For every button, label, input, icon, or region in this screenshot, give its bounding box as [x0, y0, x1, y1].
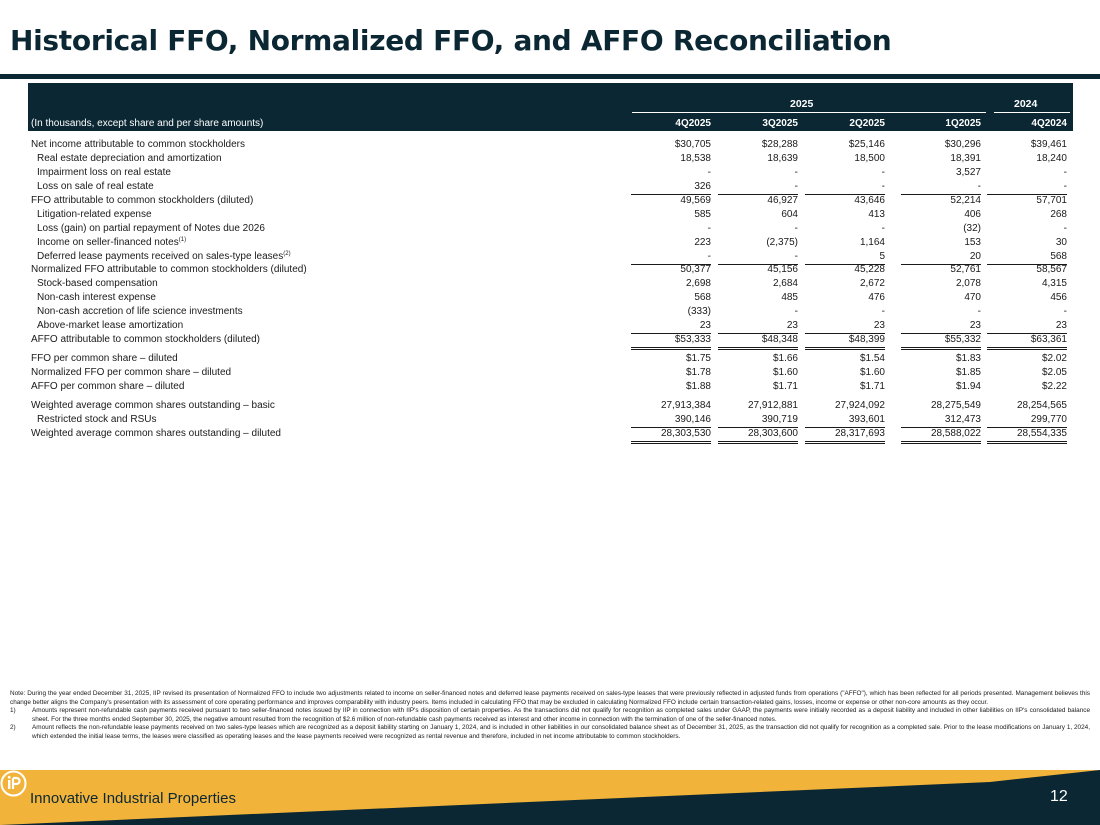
- table-cell: $1.85: [955, 367, 981, 378]
- subtotal-rule: [987, 441, 1067, 442]
- table-cell: -: [881, 306, 885, 317]
- table-cell: $2.05: [1041, 367, 1067, 378]
- footnote-number: 1): [10, 707, 16, 715]
- table-cell: (32): [963, 223, 981, 234]
- table-cell: 393,601: [848, 414, 885, 425]
- row-label: [31, 352, 178, 366]
- subtotal-rule: [901, 349, 981, 350]
- table-cell: 43,646: [854, 195, 885, 206]
- year-2024-rule: [994, 112, 1070, 113]
- footnote-text: Amount reflects the non-refundable lease payments received on two sales-type leases which are recognized as a deposit liability starting on January 1, 2024, and is included in other liabilities in our consolidated balance sheet as of December 31, 2025, as the transaction did not qualify for recognition as a completed sale. Prior to the lease modifications on January 1, 2024, which extended the initial lease terms, the leases were classified as operating leases and the lease payments received were recognized as rental revenue and therefore, included in net income attributable to common stockholders.: [32, 724, 1090, 740]
- row-label-text: Stock-based compensation: [37, 278, 158, 289]
- subtotal-rule: [718, 349, 798, 350]
- table-cell: -: [1063, 306, 1067, 317]
- table-cell: $1.60: [772, 367, 798, 378]
- subtotal-rule: [805, 347, 885, 348]
- table-cell: 23: [969, 320, 981, 331]
- subtotal-rule: [631, 443, 711, 444]
- table-cell: 326: [694, 181, 711, 192]
- subtotal-rule: [805, 443, 885, 444]
- table-cell: $48,399: [848, 334, 885, 345]
- table-cell: 18,639: [767, 153, 798, 164]
- table-cell: 27,924,092: [834, 400, 885, 411]
- table-row: [28, 250, 1073, 264]
- subtotal-rule: [631, 349, 711, 350]
- table-cell: 57,701: [1036, 195, 1067, 206]
- table-cell: 30: [1055, 237, 1067, 248]
- table-cell: -: [881, 223, 885, 234]
- row-label-text: AFFO per common share – diluted: [31, 381, 185, 392]
- table-cell: 18,538: [680, 153, 711, 164]
- reconciliation-table: [28, 83, 1073, 439]
- table-cell: $1.78: [685, 367, 711, 378]
- footnote-reference: (2): [283, 251, 291, 257]
- table-cell: $1.94: [955, 381, 981, 392]
- table-cell: 52,214: [950, 195, 981, 206]
- page-number: 12: [1050, 788, 1068, 805]
- table-cell: 568: [694, 292, 711, 303]
- table-cell: -: [977, 306, 981, 317]
- table-cell: 28,254,565: [1016, 400, 1067, 411]
- units-label: (In thousands, except share and per share amounts): [31, 118, 264, 129]
- table-row: [28, 263, 1073, 277]
- row-label: [31, 194, 253, 208]
- table-cell: -: [1063, 223, 1067, 234]
- table-cell: 23: [1055, 320, 1067, 331]
- table-cell: (2,375): [766, 237, 798, 248]
- year-2024-label: 2024: [1014, 98, 1038, 110]
- subtotal-rule: [901, 443, 981, 444]
- table-cell: $1.83: [955, 353, 981, 364]
- iip-logo-icon: [0, 770, 27, 797]
- table-row: [28, 413, 1073, 427]
- table-cell: $63,361: [1030, 334, 1067, 345]
- table-cell: $53,333: [674, 334, 711, 345]
- table-cell: 50,377: [680, 264, 711, 275]
- table-cell: 1,164: [859, 237, 885, 248]
- table-cell: 456: [1050, 292, 1067, 303]
- row-label: [37, 152, 222, 166]
- table-cell: $48,348: [761, 334, 798, 345]
- table-cell: 2,078: [955, 278, 981, 289]
- table-cell: 28,554,335: [1016, 428, 1067, 439]
- column-header: 3Q2025: [762, 118, 798, 129]
- row-label: [37, 180, 154, 194]
- subtotal-rule: [718, 441, 798, 442]
- row-label: [31, 380, 184, 394]
- row-label-text: Income on seller-financed notes: [37, 237, 179, 248]
- table-cell: (333): [687, 306, 711, 317]
- table-row: [28, 277, 1073, 291]
- subtotal-rule: [805, 441, 885, 442]
- table-row: [28, 366, 1073, 380]
- table-cell: $25,146: [848, 139, 885, 150]
- subtotal-rule: [631, 441, 711, 442]
- table-cell: $30,296: [944, 139, 981, 150]
- table-cell: 2,684: [772, 278, 798, 289]
- table-cell: 153: [964, 237, 981, 248]
- table-cell: 3,527: [955, 167, 981, 178]
- table-cell: 476: [868, 292, 885, 303]
- table-cell: $28,288: [761, 139, 798, 150]
- row-label: [37, 277, 158, 291]
- row-label: [37, 222, 265, 236]
- footnote: [10, 724, 1090, 741]
- column-header: 4Q2024: [1031, 118, 1067, 129]
- row-label-text: Litigation-related expense: [37, 209, 152, 220]
- subtotal-rule: [718, 443, 798, 444]
- footnote: [10, 707, 1090, 724]
- table-cell: -: [977, 181, 981, 192]
- subtotal-rule: [901, 441, 981, 442]
- table-row: [28, 194, 1073, 208]
- table-cell: 49,569: [680, 195, 711, 206]
- table-cell: 5: [879, 251, 885, 262]
- row-label: [31, 427, 281, 441]
- table-cell: $1.60: [859, 367, 885, 378]
- row-label-text: Non-cash accretion of life science investments: [37, 306, 243, 317]
- table-row: [28, 427, 1073, 441]
- table-cell: -: [794, 167, 798, 178]
- subtotal-rule: [987, 347, 1067, 348]
- table-cell: -: [794, 251, 798, 262]
- table-cell: 58,567: [1036, 264, 1067, 275]
- row-label-text: Weighted average common shares outstanding – diluted: [31, 428, 281, 439]
- table-cell: $1.66: [772, 353, 798, 364]
- table-cell: 45,156: [767, 264, 798, 275]
- table-cell: 4,315: [1041, 278, 1067, 289]
- row-label-text: FFO per common share – diluted: [31, 353, 178, 364]
- table-cell: $1.54: [859, 353, 885, 364]
- table-cell: $2.22: [1041, 381, 1067, 392]
- table-row: [28, 305, 1073, 319]
- row-label: [37, 250, 291, 264]
- table-cell: $1.88: [685, 381, 711, 392]
- table-cell: -: [707, 223, 711, 234]
- table-cell: 312,473: [944, 414, 981, 425]
- footnote-reference: (1): [178, 237, 187, 243]
- row-label-text: Weighted average common shares outstanding – basic: [31, 400, 275, 411]
- table-row: [28, 222, 1073, 236]
- row-label-text: AFFO attributable to common stockholders (diluted): [31, 334, 260, 345]
- table-cell: 23: [699, 320, 711, 331]
- table-cell: 299,770: [1030, 414, 1067, 425]
- table-row: [28, 138, 1073, 152]
- table-header: [28, 83, 1073, 131]
- column-header: 2Q2025: [849, 118, 885, 129]
- column-header: 1Q2025: [945, 118, 981, 129]
- subtotal-rule: [901, 347, 981, 348]
- row-label-text: Loss (gain) on partial repayment of Notes due 2026: [37, 223, 265, 234]
- table-row: [28, 333, 1073, 347]
- table-row: [28, 208, 1073, 222]
- row-label-text: Above-market lease amortization: [37, 320, 184, 331]
- subtotal-rule: [987, 349, 1067, 350]
- table-row: [28, 319, 1073, 333]
- row-label-text: Normalized FFO per common share – diluted: [31, 367, 232, 378]
- row-label: [37, 319, 183, 333]
- table-cell: 2,672: [859, 278, 885, 289]
- row-label: [31, 263, 307, 277]
- table-row: [28, 166, 1073, 180]
- row-label-text: Deferred lease payments received on sales-type leases: [37, 251, 284, 262]
- row-label: [37, 208, 152, 222]
- footnote-number: 2): [10, 724, 16, 732]
- row-label-text: Normalized FFO attributable to common stockholders (diluted): [31, 264, 307, 275]
- table-cell: 485: [781, 292, 798, 303]
- table-cell: 223: [694, 237, 711, 248]
- table-row: [28, 236, 1073, 250]
- footnote-text: Amounts represent non-refundable cash payments received pursuant to two seller-financed notes issued by IIP in connection with IIP's disposition of certain properties. As the transactions did not qualify for recognition as completed sales under GAAP, the payments were initially recorded as a deposit liability and included in other liabilities on IIP's consolidated balance sheet. For the three months ended September 30, 2025, the negative amount resulted from the recognition of $2.6 million of non-refundable cash payments received as interest and other income in connection with the termination of one of the seller-financed notes.: [32, 707, 1090, 723]
- table-cell: 18,500: [854, 153, 885, 164]
- row-label-text: Restricted stock and RSUs: [37, 414, 157, 425]
- row-label: [37, 413, 157, 427]
- table-cell: $39,461: [1030, 139, 1067, 150]
- table-cell: 28,303,530: [660, 428, 711, 439]
- notes-section: [10, 690, 1090, 742]
- table-cell: $30,705: [674, 139, 711, 150]
- table-cell: $55,332: [944, 334, 981, 345]
- table-cell: 28,317,693: [834, 428, 885, 439]
- table-cell: 585: [694, 209, 711, 220]
- table-cell: 28,303,600: [747, 428, 798, 439]
- table-cell: 28,588,022: [930, 428, 981, 439]
- table-cell: 2,698: [685, 278, 711, 289]
- table-row: [28, 291, 1073, 305]
- table-cell: 27,912,881: [747, 400, 798, 411]
- footer-bar: [0, 770, 1100, 825]
- subtotal-rule: [987, 443, 1067, 444]
- title-divider: [0, 74, 1100, 79]
- row-label: [31, 333, 260, 347]
- company-name: Innovative Industrial Properties: [30, 790, 236, 807]
- table-cell: 52,761: [950, 264, 981, 275]
- table-cell: 568: [1050, 251, 1067, 262]
- subtotal-rule: [805, 349, 885, 350]
- page-title: Historical FFO, Normalized FFO, and AFFO Reconciliation: [10, 24, 892, 57]
- row-label: [31, 366, 231, 380]
- table-cell: 27,913,384: [660, 400, 711, 411]
- row-label: [37, 236, 186, 250]
- row-label: [31, 399, 275, 413]
- table-cell: 413: [868, 209, 885, 220]
- table-cell: -: [707, 167, 711, 178]
- table-cell: -: [707, 251, 711, 262]
- year-2025-rule: [632, 112, 986, 113]
- table-row: [28, 380, 1073, 394]
- table-cell: -: [794, 223, 798, 234]
- table-cell: 23: [786, 320, 798, 331]
- subtotal-rule: [631, 347, 711, 348]
- table-cell: 604: [781, 209, 798, 220]
- table-cell: -: [881, 167, 885, 178]
- row-label-text: Non-cash interest expense: [37, 292, 156, 303]
- row-label-text: Impairment loss on real estate: [37, 167, 171, 178]
- row-label-text: FFO attributable to common stockholders (diluted): [31, 195, 254, 206]
- subtotal-rule: [718, 347, 798, 348]
- year-2025-label: 2025: [790, 98, 814, 110]
- table-cell: $2.02: [1041, 353, 1067, 364]
- table-cell: -: [881, 181, 885, 192]
- row-label: [37, 305, 243, 319]
- row-label-text: Loss on sale of real estate: [37, 181, 154, 192]
- table-cell: 45,228: [854, 264, 885, 275]
- table-cell: 46,927: [767, 195, 798, 206]
- table-cell: $1.71: [859, 381, 885, 392]
- table-cell: 268: [1050, 209, 1067, 220]
- note-intro: Note: During the year ended December 31, 2025, IIP revised its presentation of Normalized FFO to include two adjustments related to income on seller-financed notes and deferred lease payments received on sales-type leases that were previously reflected in adjusted funds from operations ("AFFO"), which has been reflected for all periods presented. Management believes this change better aligns the Company's presentation with its assessment of core operating performance and improves comparability with industry peers. Items included in calculating FFO that may be excluded in calculating Normalized FFO include certain transaction-related gains, losses, income or expense or other non-core amounts as they occur.: [10, 690, 1090, 706]
- table-cell: 406: [964, 209, 981, 220]
- table-row: [28, 399, 1073, 413]
- table-cell: $1.71: [772, 381, 798, 392]
- table-cell: 470: [964, 292, 981, 303]
- table-cell: -: [1063, 181, 1067, 192]
- table-row: [28, 352, 1073, 366]
- column-header: 4Q2025: [675, 118, 711, 129]
- table-cell: 18,391: [950, 153, 981, 164]
- table-cell: 23: [873, 320, 885, 331]
- table-cell: 390,146: [674, 414, 711, 425]
- table-row: [28, 152, 1073, 166]
- table-cell: $1.75: [685, 353, 711, 364]
- table-row: [28, 180, 1073, 194]
- table-cell: 20: [969, 251, 981, 262]
- row-label: [37, 166, 171, 180]
- table-cell: 28,275,549: [930, 400, 981, 411]
- row-label-text: Net income attributable to common stockholders: [31, 139, 245, 150]
- table-cell: -: [794, 181, 798, 192]
- table-cell: -: [794, 306, 798, 317]
- table-cell: 18,240: [1036, 153, 1067, 164]
- row-label: [31, 138, 245, 152]
- table-cell: 390,719: [761, 414, 798, 425]
- row-label: [37, 291, 156, 305]
- row-label-text: Real estate depreciation and amortization: [37, 153, 222, 164]
- table-cell: -: [1063, 167, 1067, 178]
